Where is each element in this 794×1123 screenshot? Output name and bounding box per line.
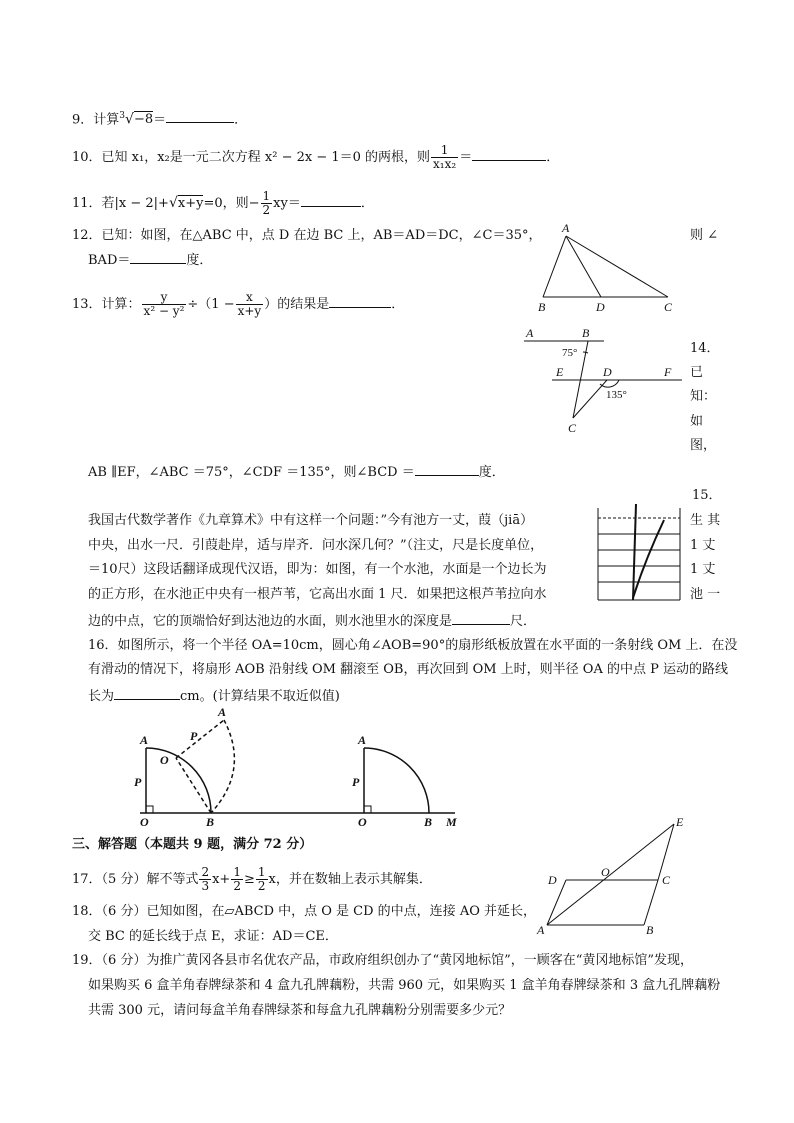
fig14-label-f: F: [664, 365, 672, 379]
q10-denominator: x₁x₂: [433, 157, 457, 171]
q10-prefix: 10．已知 x₁，x₂是一元二次方程 x² − 2x − 1＝0 的两根，则: [72, 150, 431, 165]
fig16-label-m: M: [446, 815, 457, 829]
q16-line-3-end: cm。(计算结果不取近似值): [180, 689, 340, 704]
fig18-label-o: O: [601, 865, 610, 879]
fig14-label-e: E: [556, 365, 564, 379]
fig16-label-b-2: B: [424, 815, 433, 829]
fig16-label-o-1: O: [140, 815, 149, 829]
question-12-tail: 则 ∠: [690, 228, 719, 243]
q15-line-1: 我国古代数学著作《九章算术》中有这样一个问题：”今有池方一丈，葭（jiā）: [88, 513, 534, 528]
fig18-label-d: D: [548, 873, 557, 887]
q13-middle: ÷（1 −: [187, 297, 235, 312]
q11-denominator: 2: [262, 203, 271, 217]
q17-term-a: x+: [212, 872, 231, 887]
q15-line-5-end: 尺．: [510, 614, 537, 629]
q14-col-2: 已: [690, 365, 704, 380]
q14-col-1: 14．: [690, 341, 720, 356]
q19-line-2: 如果购买 6 盒羊角春牌绿茶和 4 盒九孔牌藕粉，共需 960 元，如果购买 1 盒羊角春牌绿茶和 3 盒九孔牌藕粉: [88, 978, 721, 993]
q15-line-3: ＝10尺）这段话翻译成现代汉语，即为：如图，有一个水池，水面是一个边长为: [88, 562, 547, 577]
q13-post: ）的结果是: [264, 297, 330, 312]
radical-icon: √: [168, 195, 178, 211]
q15-line-4: 的正方形，在水池正中央有一根芦苇，它高出水面 1 尺．如果把这根芦苇拉向水: [88, 587, 547, 602]
q11-radicand: x+y: [177, 196, 204, 211]
q17-numerator-1: 2: [201, 865, 210, 879]
fig16-label-a-2: A: [358, 733, 367, 747]
fig16-label-o-2: O: [358, 815, 367, 829]
q13-numerator-2: x: [236, 291, 264, 305]
q13-denominator-1: x² − y²: [143, 304, 185, 318]
q11-numerator: 1: [262, 189, 271, 203]
q13-numerator-1: y: [142, 291, 187, 305]
radical-icon: √: [125, 111, 134, 128]
q14-text: AB ∥EF，∠ABC ＝75°，∠CDF ＝135°，则∠BCD ＝: [88, 465, 415, 480]
fig12-label-c: C: [664, 300, 673, 314]
q14-col-5: 图，: [690, 438, 717, 453]
q15-line-2: 中央，出水一尺．引葭赴岸，适与岸齐．问水深几何？”（注丈，尺是长度单位，: [88, 538, 544, 553]
question-12-line1: 12．已知：如图，在△ABC 中，点 D 在边 BC 上，AB＝AD＝DC，∠C＝35°，: [72, 228, 542, 243]
q9-end: ．: [234, 112, 248, 128]
q10-equals: ＝: [459, 150, 473, 165]
q15-right-1: 生 其: [690, 513, 721, 528]
q17-numerator-3: 1: [257, 865, 266, 879]
fig18-line-ce: [658, 824, 674, 880]
q13-prefix: 13．计算：: [72, 297, 141, 312]
q11-prefix: 11．若|x − 2|+: [72, 196, 169, 211]
q9-equals: ＝: [153, 112, 167, 128]
fig12-label-a: A: [562, 221, 570, 235]
fig14-angle-75: 75°: [562, 347, 578, 359]
fig16-label-a-rolled: A: [218, 705, 227, 719]
q18-line-2: 交 BC 的延长线于点 E，求证：AD＝CE．: [88, 929, 338, 944]
q15-line-5-text: 边的中点，它的顶端恰好到达池边的水面，则水池里水的深度是: [88, 614, 453, 629]
q10-numerator: 1: [431, 144, 458, 158]
q11-middle: =0，则−: [203, 196, 260, 211]
q15-right-2: 1 丈: [690, 538, 716, 553]
q17-denominator-1: 3: [201, 879, 210, 893]
q16-line-2: 有滑动的情况下，将扇形 AOB 沿射线 OM 翻滚至 OB，再次回到 OM 上时，则半径 OA 的中点 P 运动的路线: [88, 662, 728, 677]
q17-fraction-3: [256, 866, 268, 893]
q12-line2-prefix: BAD＝: [88, 253, 131, 268]
q17-geq: ≥: [243, 872, 255, 887]
q17-denominator-3: 2: [257, 879, 266, 893]
fig12-label-b: B: [538, 300, 546, 314]
q16-line-3-prefix: 长为: [88, 689, 115, 704]
q11-post: xy＝: [273, 196, 301, 211]
q14-col-4: 如: [690, 414, 704, 429]
question-17: [72, 866, 432, 893]
q16-line-1: 16．如图所示，将一个半径 OA=10cm，圆心角∠AOB=90°的扇形纸板放置在水平面的一条射线 OM 上．在没: [88, 638, 738, 653]
q17-post: x，并在数轴上表示其解集．: [268, 872, 432, 887]
q13-end: ．: [391, 297, 405, 312]
q10-end: ．: [546, 150, 560, 165]
q17-prefix: 17．（5 分）解不等式: [72, 872, 199, 887]
fig14-label-c: C: [568, 421, 577, 435]
q19-line-1: 19．（6 分）为推广黄冈各县市名优农产品，市政府组织创办了“黄冈地标馆”，一顾客在“黄冈地标馆”发现，: [72, 953, 694, 968]
fig16-label-p-2: P: [352, 775, 360, 789]
q17-fraction-1: [199, 866, 211, 893]
q9-root-index: 3: [119, 111, 126, 121]
fig16-label-o-rolled: O: [160, 753, 169, 767]
q12-line2-end: 度．: [186, 253, 213, 268]
fig14-label-a: A: [526, 326, 534, 340]
q13-denominator-2: x+y: [237, 304, 262, 318]
fig16-label-p-rolled: P: [190, 729, 198, 743]
q14-end: 度．: [478, 465, 505, 480]
q15-right-4: 池 一: [690, 587, 721, 602]
fig18-line-ae: [547, 824, 674, 925]
fig14-label-d: D: [603, 365, 612, 379]
q14-col-3: 知：: [690, 389, 717, 404]
q15-right-3: 1 丈: [690, 562, 716, 577]
fig12-label-d: D: [596, 300, 605, 314]
fig16-label-a-1: A: [140, 733, 149, 747]
section-3-heading: 三、解答题（本题共 9 题，满分 72 分）: [72, 837, 313, 852]
q9-prefix: 9．计算: [72, 112, 120, 128]
q9-radicand: −8: [133, 112, 154, 128]
fig14-label-b: B: [582, 326, 590, 340]
fig18-label-a: A: [537, 923, 545, 937]
q15-number: 15．: [692, 488, 722, 503]
fig16-label-p-1: P: [134, 775, 142, 789]
fig18-label-b: B: [646, 923, 654, 937]
fig18-label-e: E: [676, 815, 684, 829]
fig18-label-c: C: [662, 873, 671, 887]
q17-denominator-2: 2: [233, 879, 241, 893]
fig16-label-b-1: B: [206, 815, 215, 829]
q17-fraction-2: [231, 866, 243, 893]
fig18-line-cb: [644, 880, 658, 925]
fig14-angle-135: 135°: [606, 389, 627, 401]
q18-line-1: 18．（6 分）已知如图，在▱ABCD 中，点 O 是 CD 的中点，连接 AO 并延长，: [72, 904, 536, 919]
q19-line-3: 共需 300 元，请问每盒羊角春牌绿茶和每盒九孔牌藕粉分别需要多少元？: [88, 1003, 512, 1018]
q17-numerator-2: 1: [233, 865, 241, 879]
q11-end: ．: [360, 196, 374, 211]
